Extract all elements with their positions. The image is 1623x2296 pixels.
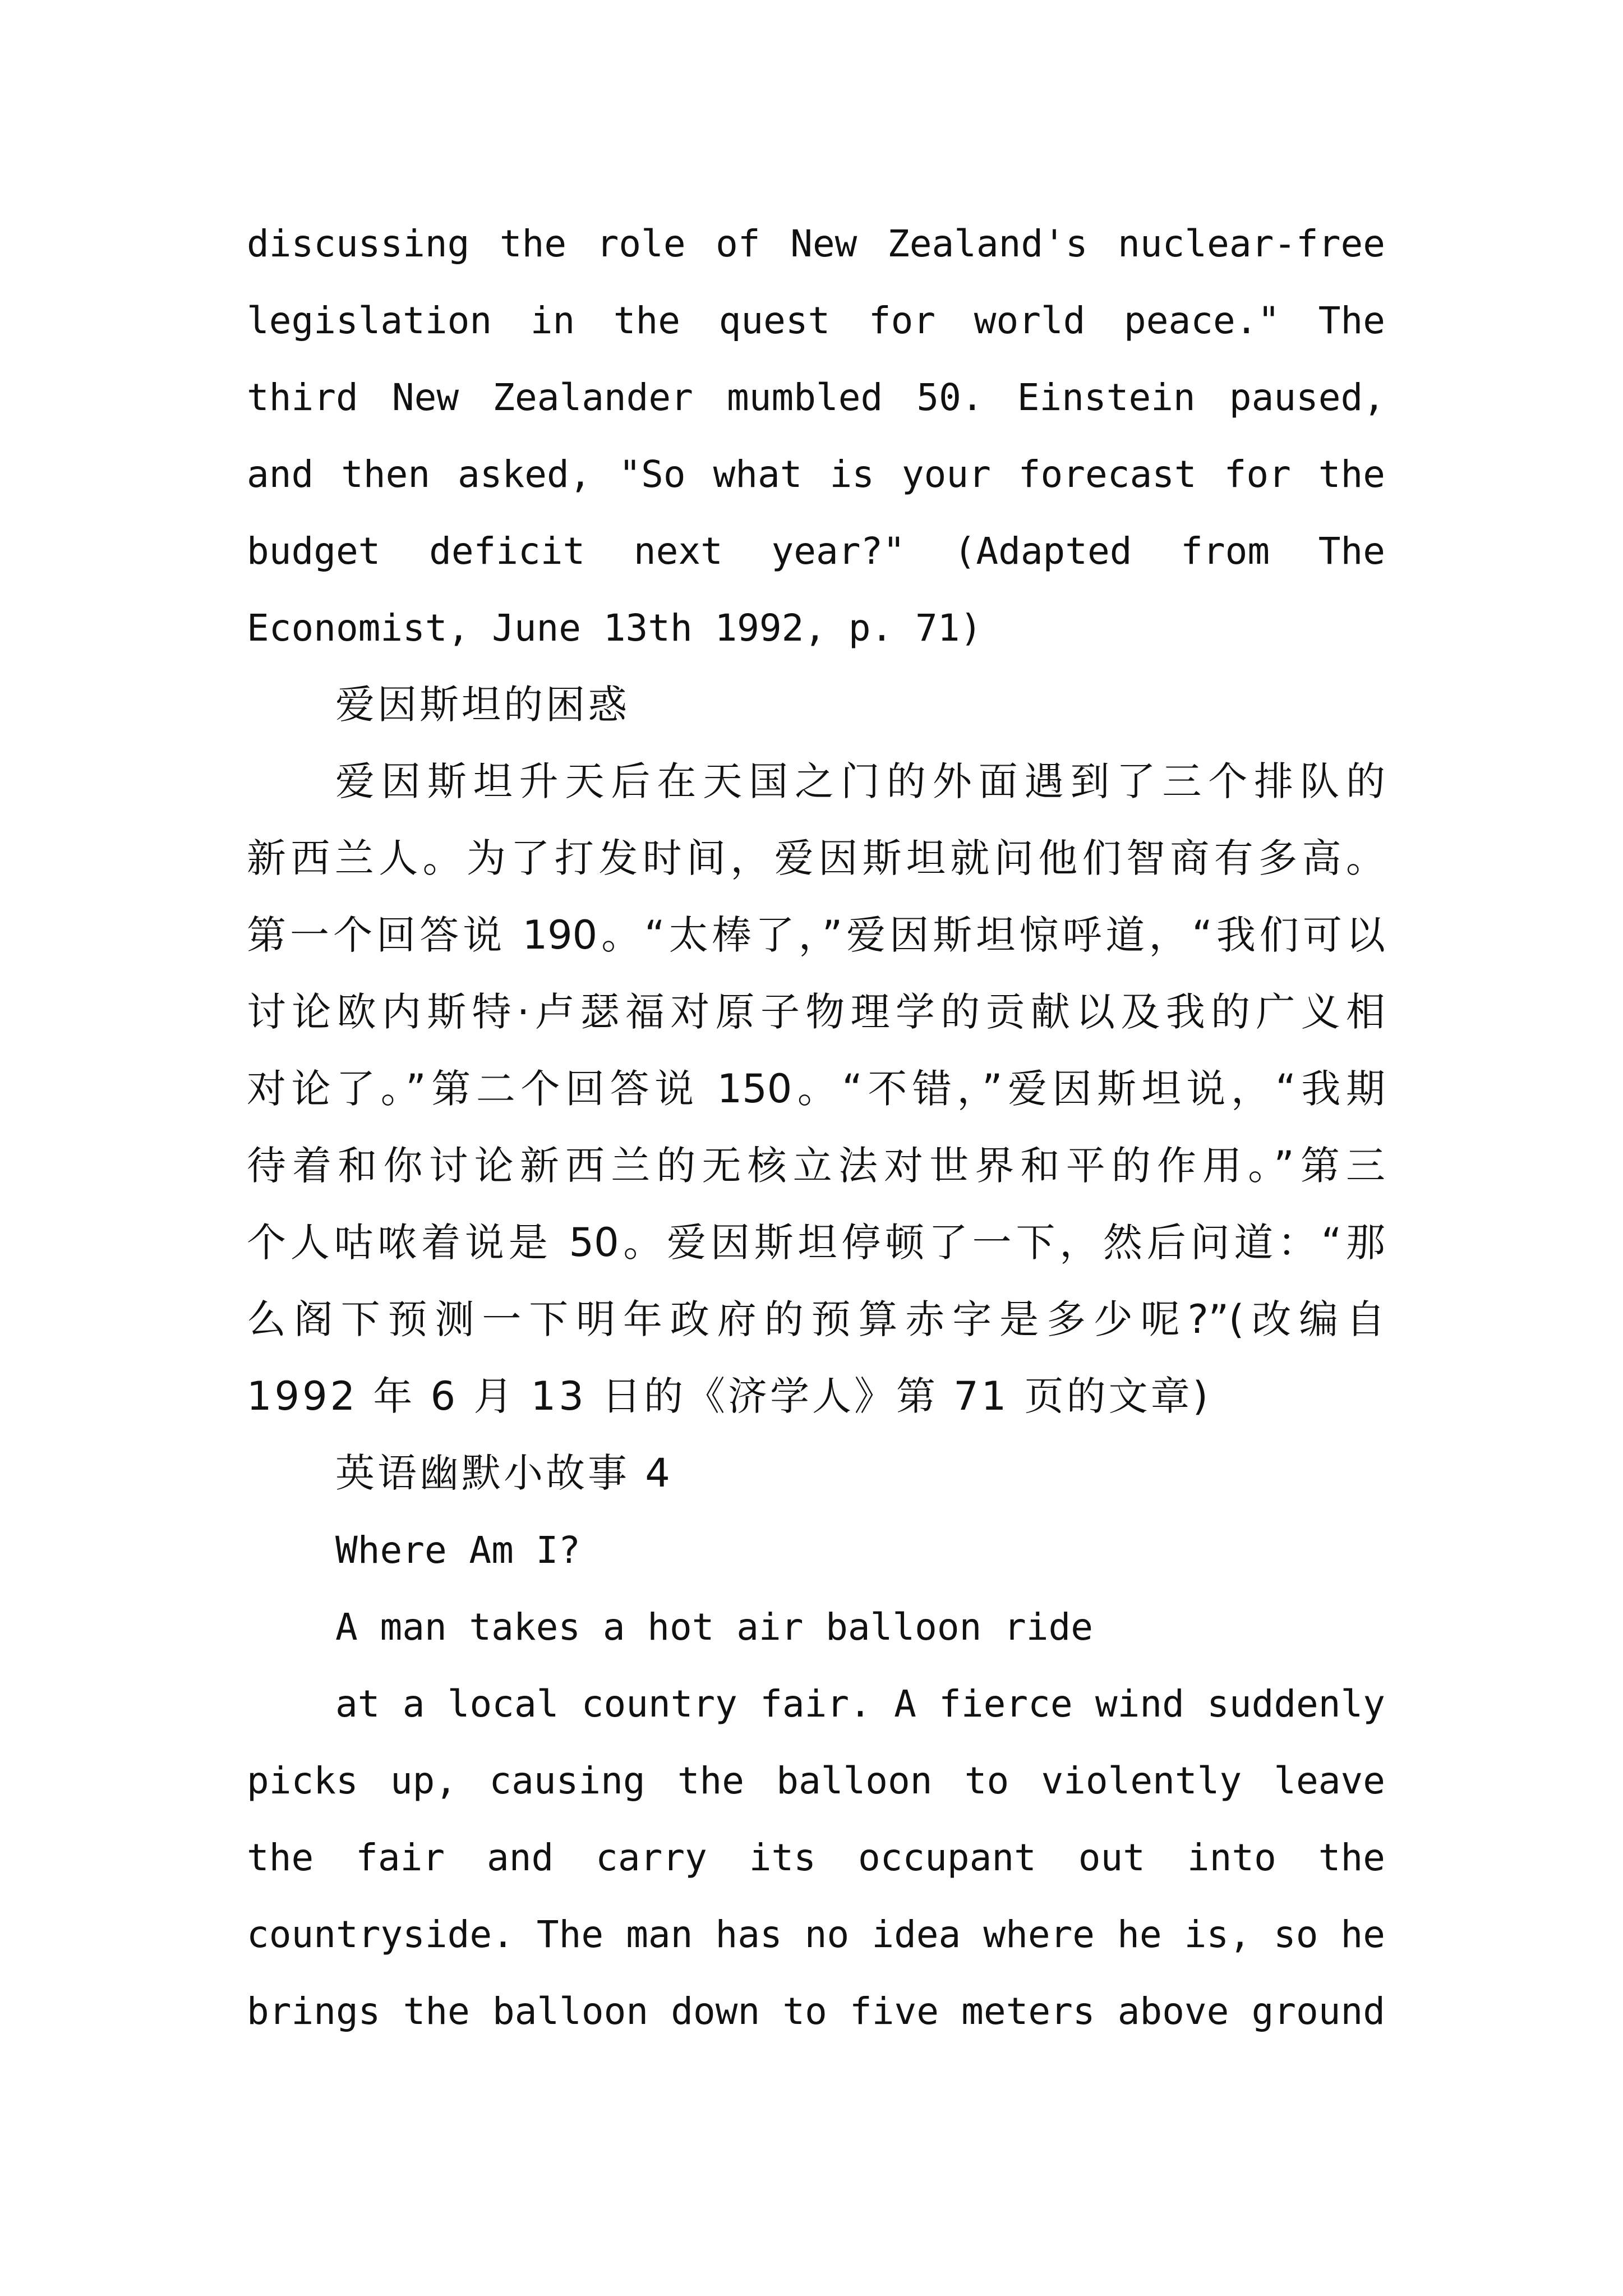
text-line: third New Zealander mumbled 50. Einstein paused, [247, 376, 1385, 419]
text-line: 个人咕哝着说是 50。爱因斯坦停顿了一下，然后问道：“那 [247, 1220, 1385, 1266]
section-heading: 英语幽默小故事 4 [335, 1450, 673, 1496]
text-line: 新西兰人。为了打发时间，爱因斯坦就问他们智商有多高。 [247, 835, 1385, 881]
text-line: 1992 年 6 月 13 日的《济学人》第 71 页的文章) [247, 1373, 1211, 1419]
story-title: Where Am I? [335, 1529, 581, 1572]
text-line: budget deficit next year?" (Adapted from The [247, 530, 1385, 573]
text-line: A man takes a hot air balloon ride [335, 1605, 1094, 1649]
text-line: 第一个回答说 190。“太棒了，”爱因斯坦惊呼道，“我们可以 [247, 912, 1385, 958]
text-line: brings the balloon down to five meters above ground [247, 1990, 1385, 2033]
text-line: 么阁下预测一下明年政府的预算赤字是多少呢?”(改编自 [247, 1296, 1385, 1342]
text-line: 对论了。”第二个回答说 150。“不错，”爱因斯坦说，“我期 [247, 1066, 1385, 1112]
text-line: Economist, June 13th 1992, p. 71) [247, 606, 983, 650]
text-line: picks up, causing the balloon to violently leave [247, 1759, 1385, 1802]
text-line: and then asked, "So what is your forecast for the [247, 453, 1385, 496]
text-line: discussing the role of New Zealand's nuclear-free [247, 222, 1385, 265]
text-line: countryside. The man has no idea where he is, so he [247, 1913, 1385, 1956]
text-line: 讨论欧内斯特·卢瑟福对原子物理学的贡献以及我的广义相 [247, 989, 1385, 1035]
text-line: 爱因斯坦升天后在天国之门的外面遇到了三个排队的 [335, 758, 1385, 804]
text-line: at a local country fair. A fierce wind suddenly [335, 1682, 1385, 1726]
text-line: legislation in the quest for world peace." The [247, 299, 1385, 342]
section-heading: 爱因斯坦的困惑 [335, 682, 630, 728]
text-line: 待着和你讨论新西兰的无核立法对世界和平的作用。”第三 [247, 1143, 1385, 1189]
text-line: the fair and carry its occupant out into the [247, 1836, 1385, 1879]
